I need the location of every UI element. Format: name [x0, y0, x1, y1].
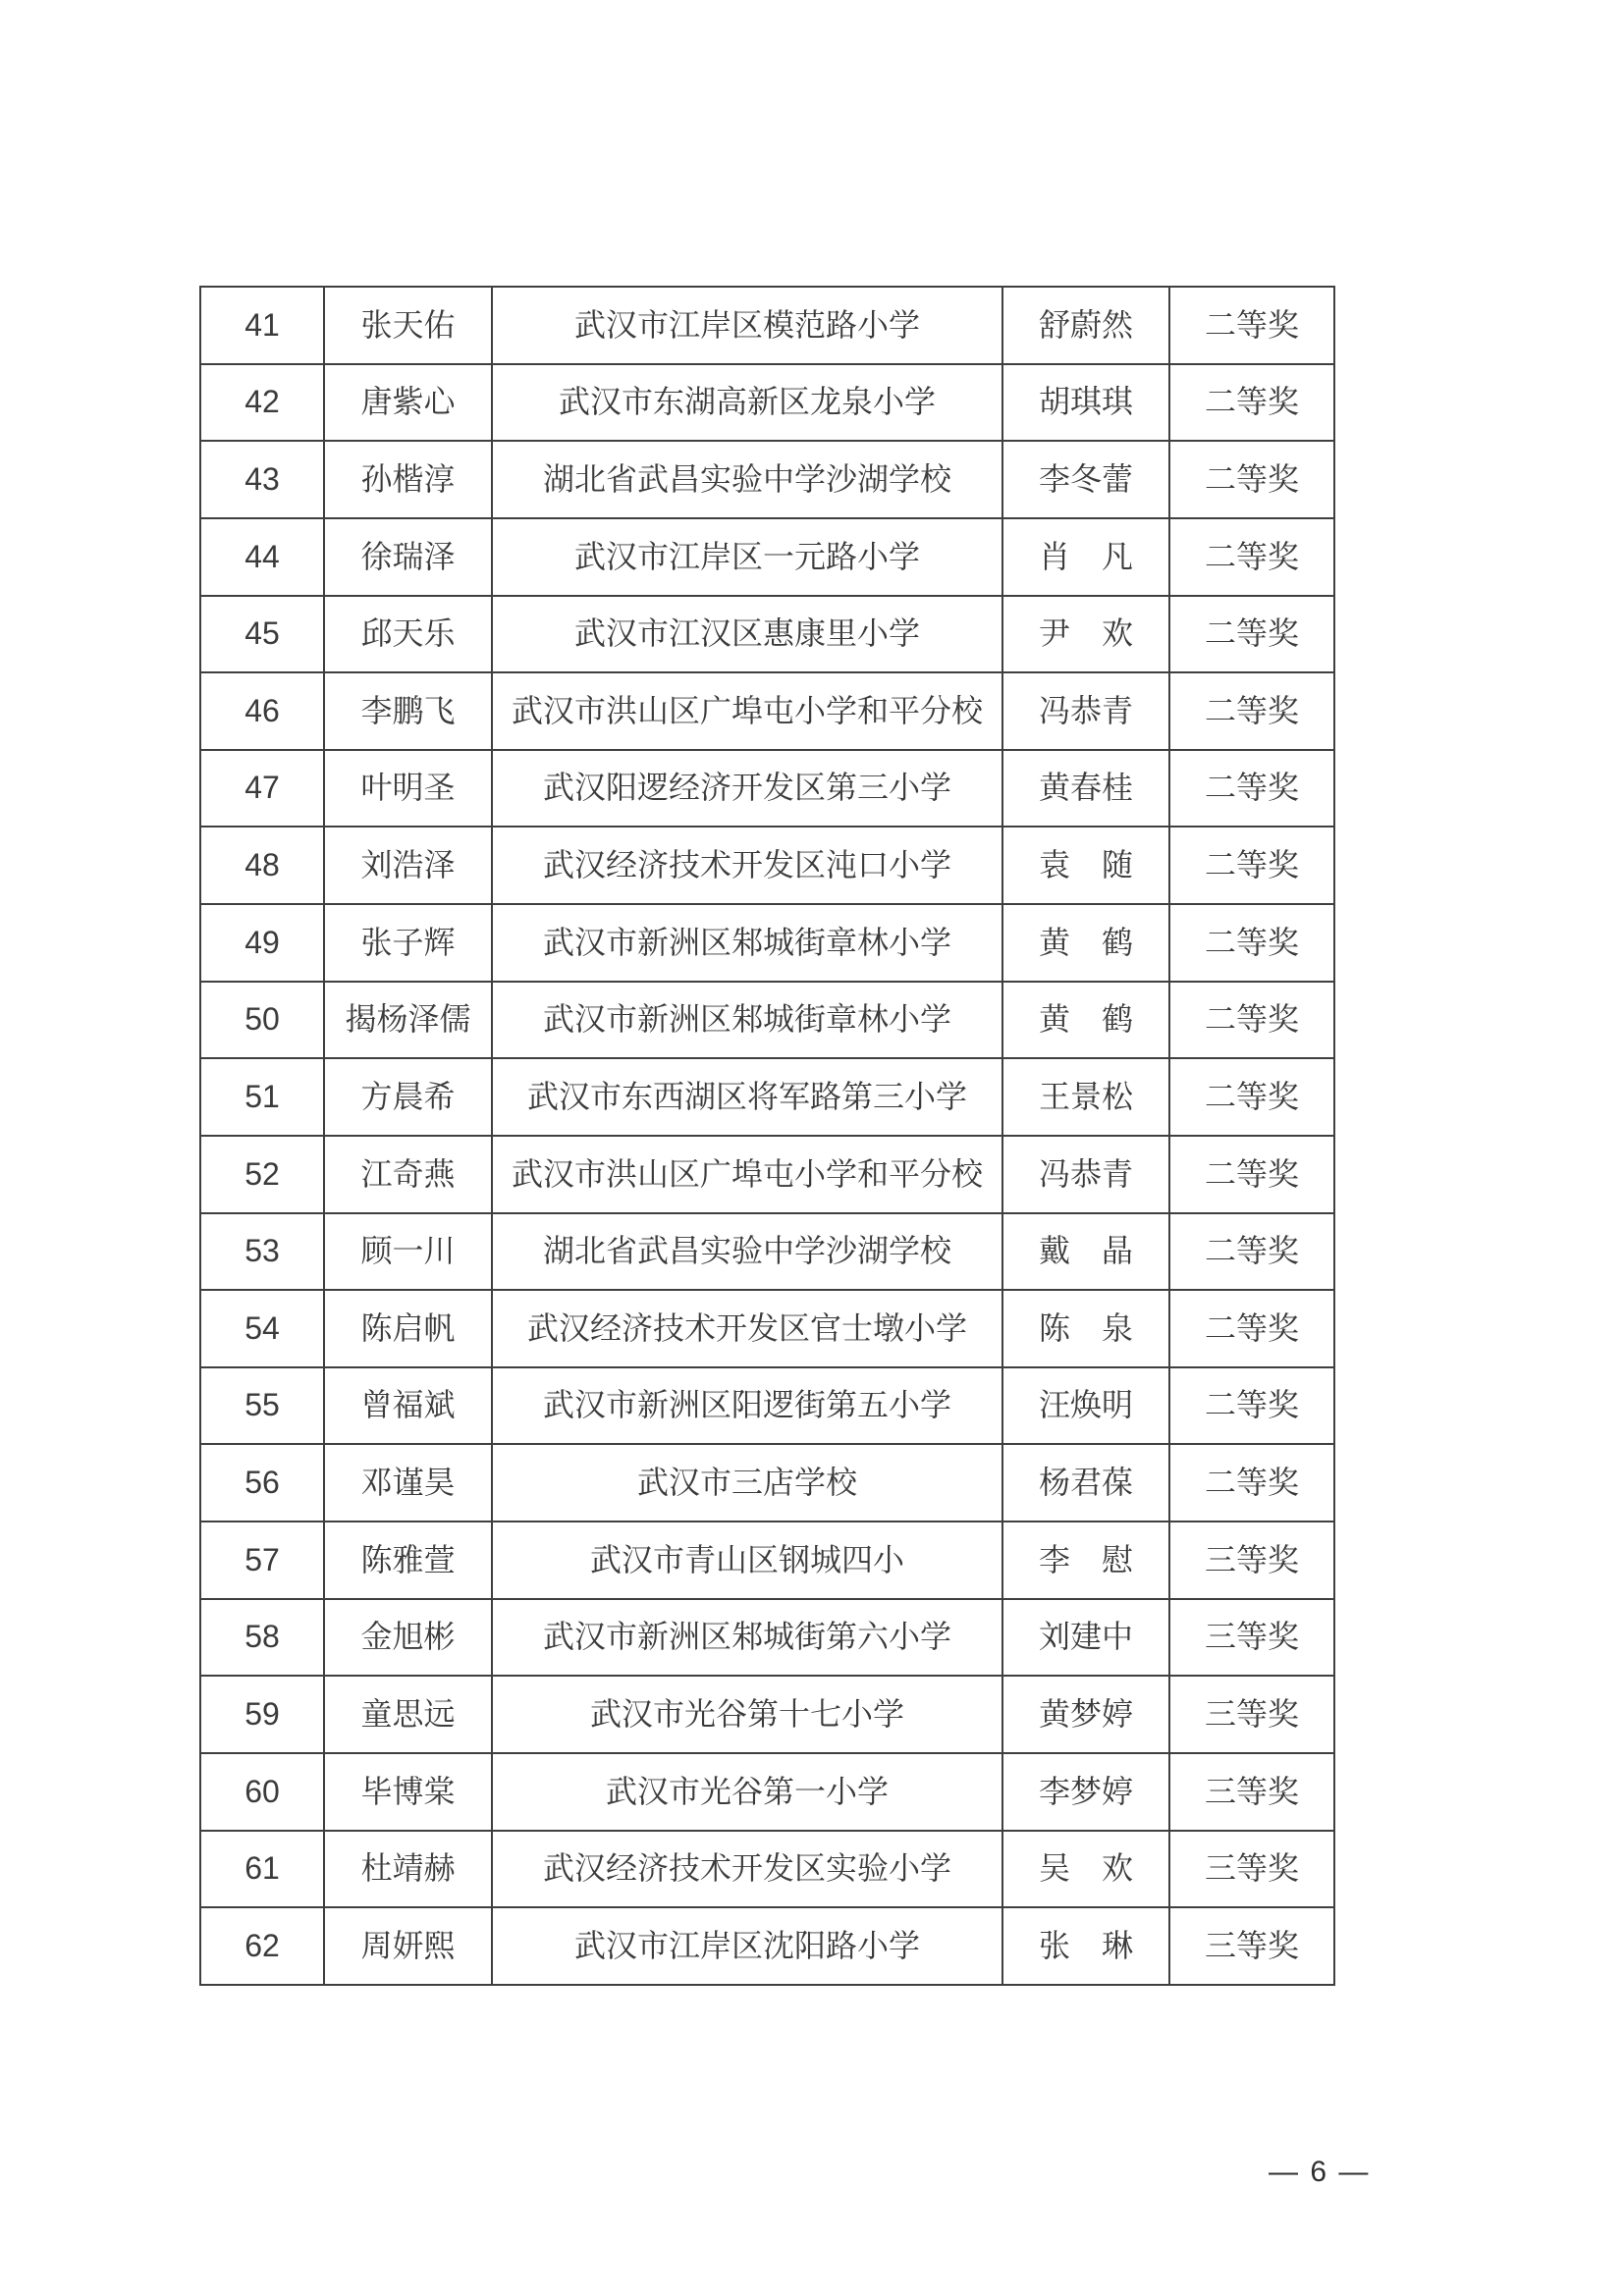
cell-student-name: 毕博棠 [324, 1753, 492, 1831]
page-number: — 6 — [1269, 2156, 1371, 2188]
cell-award: 二等奖 [1169, 1213, 1334, 1291]
cell-number: 49 [200, 904, 324, 982]
cell-teacher-name: 黄 鹤 [1002, 982, 1169, 1059]
cell-student-name: 徐瑞泽 [324, 518, 492, 596]
cell-student-name: 邓谨昊 [324, 1444, 492, 1522]
cell-number: 51 [200, 1058, 324, 1136]
cell-school-name: 武汉经济技术开发区实验小学 [492, 1831, 1002, 1908]
table-row [200, 1058, 1334, 1136]
cell-number: 59 [200, 1676, 324, 1753]
cell-student-name: 张子辉 [324, 904, 492, 982]
cell-school-name: 武汉市光谷第一小学 [492, 1753, 1002, 1831]
cell-school-name: 武汉市江岸区模范路小学 [492, 287, 1002, 364]
cell-student-name: 曾福斌 [324, 1367, 492, 1445]
cell-number: 55 [200, 1367, 324, 1445]
cell-number: 53 [200, 1213, 324, 1291]
cell-award: 二等奖 [1169, 1136, 1334, 1213]
cell-school-name: 武汉市新洲区邾城街章林小学 [492, 982, 1002, 1059]
cell-student-name: 李鹏飞 [324, 672, 492, 750]
cell-school-name: 武汉市三店学校 [492, 1444, 1002, 1522]
cell-number: 62 [200, 1907, 324, 1985]
cell-award: 二等奖 [1169, 1290, 1334, 1367]
table-row [200, 287, 1334, 364]
cell-school-name: 湖北省武昌实验中学沙湖学校 [492, 441, 1002, 518]
cell-award: 二等奖 [1169, 672, 1334, 750]
cell-award: 二等奖 [1169, 982, 1334, 1059]
cell-award: 二等奖 [1169, 904, 1334, 982]
cell-award: 二等奖 [1169, 287, 1334, 364]
cell-teacher-name: 袁 随 [1002, 827, 1169, 904]
cell-number: 57 [200, 1522, 324, 1599]
cell-school-name: 武汉市江岸区沈阳路小学 [492, 1907, 1002, 1985]
cell-award: 三等奖 [1169, 1676, 1334, 1753]
cell-number: 43 [200, 441, 324, 518]
cell-school-name: 武汉阳逻经济开发区第三小学 [492, 750, 1002, 828]
cell-number: 54 [200, 1290, 324, 1367]
table-row [200, 1676, 1334, 1753]
cell-teacher-name: 戴 晶 [1002, 1213, 1169, 1291]
table-row [200, 518, 1334, 596]
cell-teacher-name: 黄 鹤 [1002, 904, 1169, 982]
cell-number: 60 [200, 1753, 324, 1831]
table-row [200, 904, 1334, 982]
cell-school-name: 武汉市新洲区邾城街章林小学 [492, 904, 1002, 982]
cell-teacher-name: 杨君葆 [1002, 1444, 1169, 1522]
cell-teacher-name: 李 慰 [1002, 1522, 1169, 1599]
cell-teacher-name: 尹 欢 [1002, 596, 1169, 673]
cell-teacher-name: 李冬蕾 [1002, 441, 1169, 518]
cell-number: 50 [200, 982, 324, 1059]
cell-teacher-name: 黄春桂 [1002, 750, 1169, 828]
cell-school-name: 武汉市江岸区一元路小学 [492, 518, 1002, 596]
cell-teacher-name: 刘建中 [1002, 1599, 1169, 1677]
cell-teacher-name: 黄梦婷 [1002, 1676, 1169, 1753]
cell-teacher-name: 胡琪琪 [1002, 364, 1169, 442]
cell-award: 三等奖 [1169, 1522, 1334, 1599]
cell-award: 二等奖 [1169, 1058, 1334, 1136]
cell-student-name: 揭杨泽儒 [324, 982, 492, 1059]
table-row [200, 982, 1334, 1059]
cell-teacher-name: 肖 凡 [1002, 518, 1169, 596]
cell-student-name: 叶明圣 [324, 750, 492, 828]
table-row [200, 364, 1334, 442]
cell-school-name: 武汉市光谷第十七小学 [492, 1676, 1002, 1753]
cell-student-name: 陈启帆 [324, 1290, 492, 1367]
cell-student-name: 江奇燕 [324, 1136, 492, 1213]
cell-school-name: 武汉市新洲区邾城街第六小学 [492, 1599, 1002, 1677]
cell-award: 二等奖 [1169, 1367, 1334, 1445]
table-row [200, 1907, 1334, 1985]
table-row [200, 1290, 1334, 1367]
cell-student-name: 顾一川 [324, 1213, 492, 1291]
cell-teacher-name: 李梦婷 [1002, 1753, 1169, 1831]
cell-student-name: 刘浩泽 [324, 827, 492, 904]
table-row [200, 1753, 1334, 1831]
table-row [200, 827, 1334, 904]
cell-school-name: 武汉市洪山区广埠屯小学和平分校 [492, 672, 1002, 750]
cell-award: 二等奖 [1169, 750, 1334, 828]
cell-number: 42 [200, 364, 324, 442]
cell-school-name: 武汉市东湖高新区龙泉小学 [492, 364, 1002, 442]
cell-school-name: 武汉市江汉区惠康里小学 [492, 596, 1002, 673]
cell-school-name: 武汉市新洲区阳逻街第五小学 [492, 1367, 1002, 1445]
cell-teacher-name: 王景松 [1002, 1058, 1169, 1136]
cell-award: 三等奖 [1169, 1599, 1334, 1677]
table-row [200, 1367, 1334, 1445]
cell-teacher-name: 冯恭青 [1002, 1136, 1169, 1213]
awards-table-body [200, 287, 1334, 1985]
cell-award: 二等奖 [1169, 827, 1334, 904]
cell-teacher-name: 陈 泉 [1002, 1290, 1169, 1367]
cell-teacher-name: 冯恭青 [1002, 672, 1169, 750]
cell-number: 45 [200, 596, 324, 673]
cell-student-name: 方晨希 [324, 1058, 492, 1136]
cell-school-name: 湖北省武昌实验中学沙湖学校 [492, 1213, 1002, 1291]
table-row [200, 750, 1334, 828]
cell-student-name: 杜靖赫 [324, 1831, 492, 1908]
table-row [200, 1136, 1334, 1213]
cell-award: 二等奖 [1169, 1444, 1334, 1522]
cell-award: 二等奖 [1169, 441, 1334, 518]
cell-number: 46 [200, 672, 324, 750]
table-row [200, 1213, 1334, 1291]
cell-teacher-name: 张 琳 [1002, 1907, 1169, 1985]
cell-number: 61 [200, 1831, 324, 1908]
cell-student-name: 张天佑 [324, 287, 492, 364]
cell-student-name: 陈雅萱 [324, 1522, 492, 1599]
cell-teacher-name: 舒蔚然 [1002, 287, 1169, 364]
cell-number: 44 [200, 518, 324, 596]
cell-student-name: 唐紫心 [324, 364, 492, 442]
cell-student-name: 周妍熙 [324, 1907, 492, 1985]
cell-award: 三等奖 [1169, 1907, 1334, 1985]
cell-number: 56 [200, 1444, 324, 1522]
cell-number: 52 [200, 1136, 324, 1213]
table-row [200, 1599, 1334, 1677]
cell-award: 二等奖 [1169, 596, 1334, 673]
cell-student-name: 金旭彬 [324, 1599, 492, 1677]
cell-school-name: 武汉市洪山区广埠屯小学和平分校 [492, 1136, 1002, 1213]
cell-award: 三等奖 [1169, 1753, 1334, 1831]
table-row [200, 1522, 1334, 1599]
cell-student-name: 孙楷淳 [324, 441, 492, 518]
cell-school-name: 武汉市青山区钢城四小 [492, 1522, 1002, 1599]
cell-school-name: 武汉经济技术开发区沌口小学 [492, 827, 1002, 904]
cell-number: 41 [200, 287, 324, 364]
awards-table [199, 286, 1335, 1986]
cell-student-name: 童思远 [324, 1676, 492, 1753]
cell-student-name: 邱天乐 [324, 596, 492, 673]
table-row [200, 596, 1334, 673]
cell-teacher-name: 汪焕明 [1002, 1367, 1169, 1445]
table-row [200, 672, 1334, 750]
cell-number: 47 [200, 750, 324, 828]
table-row [200, 1444, 1334, 1522]
table-row [200, 1831, 1334, 1908]
cell-school-name: 武汉市东西湖区将军路第三小学 [492, 1058, 1002, 1136]
cell-number: 58 [200, 1599, 324, 1677]
cell-school-name: 武汉经济技术开发区官士墩小学 [492, 1290, 1002, 1367]
cell-number: 48 [200, 827, 324, 904]
cell-award: 二等奖 [1169, 518, 1334, 596]
table-row [200, 441, 1334, 518]
cell-award: 二等奖 [1169, 364, 1334, 442]
cell-teacher-name: 吴 欢 [1002, 1831, 1169, 1908]
cell-award: 三等奖 [1169, 1831, 1334, 1908]
